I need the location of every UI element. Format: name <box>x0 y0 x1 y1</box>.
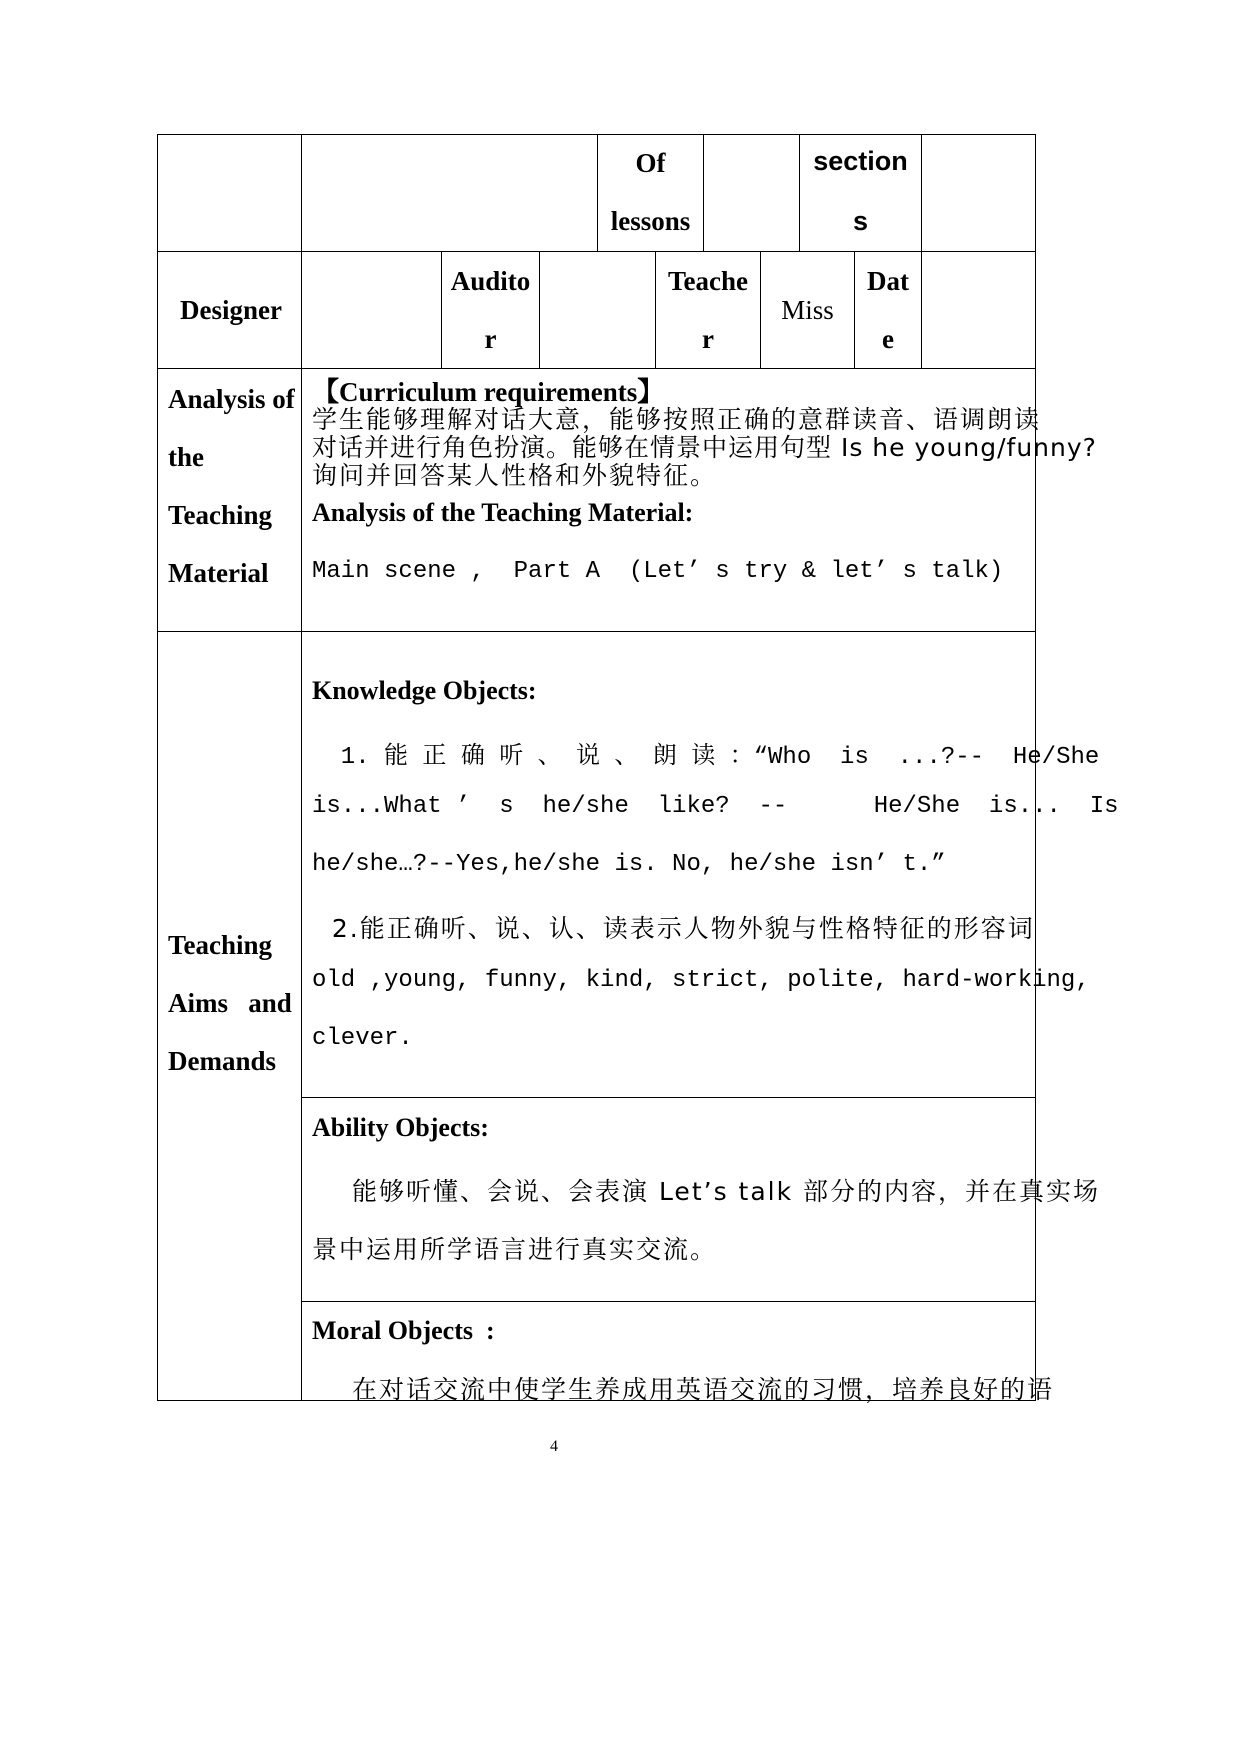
knowledge-line: clever. <box>312 1025 413 1052</box>
curriculum-heading: 【Curriculum requirements】 <box>312 377 665 407</box>
analysis-label-line3: Teaching <box>168 500 273 530</box>
table-border <box>157 368 1036 369</box>
auditor-label-line2: r <box>484 324 497 354</box>
analysis-label-line4: Material <box>168 558 269 588</box>
table-border <box>301 134 302 1401</box>
ability-heading: Ability Objects: <box>312 1113 489 1142</box>
sections-label-line1: section <box>813 146 908 176</box>
curriculum-line: 询问并回答某人性格和外貌特征。 <box>312 461 718 490</box>
knowledge-line: he/she…?--Yes,he/she is. No, he/she isn’ t.” <box>312 851 946 878</box>
table-border <box>703 134 704 251</box>
curriculum-line: 对话并进行角色扮演。能够在情景中运用句型 Is he young/funny? <box>312 433 1097 462</box>
moral-line: 在对话交流中使学生养成用英语交流的习惯，培养良好的语 <box>352 1375 1055 1404</box>
knowledge-heading: Knowledge Objects: <box>312 676 537 705</box>
sections-label-line2: s <box>852 206 869 236</box>
page-number: 4 <box>550 1438 558 1455</box>
knowledge-line: is...What ’ s he/she like? -- He/She is... Is <box>312 793 1119 820</box>
ability-line: 景中运用所学语言进行真实交流。 <box>312 1235 718 1264</box>
table-border <box>157 631 1036 632</box>
table-border <box>921 251 922 368</box>
analysis-label-line1: Analysis of <box>168 384 295 414</box>
teacher-label-line1: Teache <box>668 266 748 296</box>
teacher-label-line2: r <box>702 324 714 354</box>
table-border <box>157 134 158 1401</box>
aims-label-line3: Demands <box>168 1046 277 1076</box>
moral-heading: Moral Objects : <box>312 1316 495 1345</box>
auditor-label-line1: Audito <box>450 266 531 296</box>
date-label-line1: Dat <box>867 266 909 296</box>
analysis-label-line2: the <box>168 442 204 472</box>
designer-label: Designer <box>180 295 282 325</box>
date-label-line2: e <box>882 324 894 354</box>
knowledge-line: old ,young, funny, kind, strict, polite, hard-working, <box>312 967 1090 994</box>
knowledge-line: 2.能正确听、说、认、读表示人物外貌与性格特征的形容词 <box>312 914 1035 943</box>
knowledge-line: 1. 能 正 确 听 、 说 、 朗 读 ：“Who is ...?-- He/She <box>312 744 1100 771</box>
table-border <box>157 251 1036 252</box>
table-border <box>301 1301 1036 1302</box>
aims-label-line2: Aims and <box>168 988 292 1018</box>
curriculum-line: 学生能够理解对话大意，能够按照正确的意群读音、语调朗读 <box>312 405 1042 434</box>
table-border <box>301 1097 1036 1098</box>
ability-line: 能够听懂、会说、会表演 Let’s talk 部分的内容，并在真实场 <box>352 1177 1101 1206</box>
material-text: Main scene , Part A (Let’ s try & let’ s talk) <box>312 558 1004 585</box>
table-border <box>921 134 922 251</box>
of-lessons-label-line2: lessons <box>610 206 691 236</box>
table-border <box>539 251 540 368</box>
of-lessons-label-line1: Of <box>635 148 666 178</box>
aims-label-line1: Teaching <box>168 930 273 960</box>
teacher-value: Miss <box>781 295 834 325</box>
material-heading: Analysis of the Teaching Material: <box>312 498 694 527</box>
